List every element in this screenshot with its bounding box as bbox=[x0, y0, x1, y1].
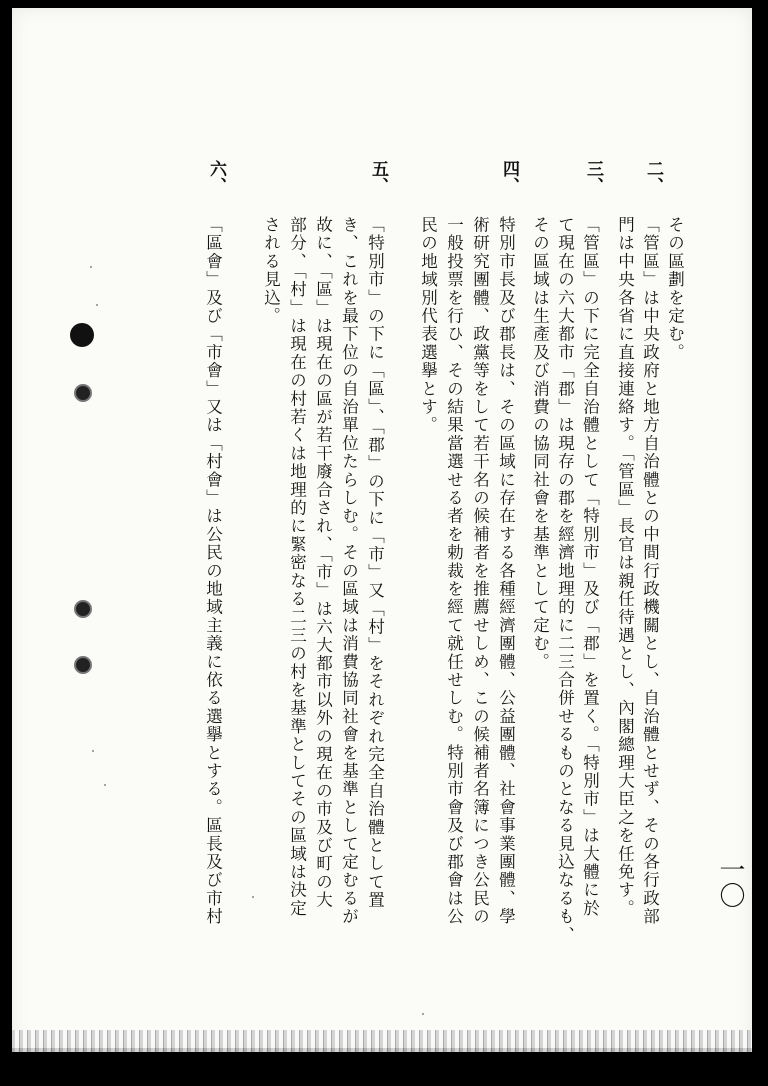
scan-speck bbox=[252, 896, 254, 898]
text-line: 「管區」の下に完全自治體として「特別市」及び「郡」を置く。「特別市」は大體に於 bbox=[580, 216, 600, 918]
text-line: 術研究團體、政黨等をして若干名の候補者を推薦せしめ、この候補者名簿につき公民の bbox=[470, 216, 490, 926]
section-marker-3: 三、 bbox=[583, 160, 603, 194]
scan-speck bbox=[92, 750, 94, 752]
text-line: き、これを最下位の自治單位たらしむ。その區域は消費協同社會を基準として定むるが bbox=[339, 216, 359, 926]
section-marker-4: 四、 bbox=[499, 160, 519, 194]
text-line: 部分、「村」は現在の村若くは地理的に緊密なる二三の村を基準としてその區域は決定 bbox=[287, 216, 307, 918]
text-line: 故に、「區」は現在の區が若干廢合され、「市」は六大都市以外の現在の市及び町の大 bbox=[313, 216, 333, 910]
section-marker-2: 二、 bbox=[643, 160, 663, 194]
binding-hole bbox=[74, 384, 92, 402]
section-marker-5: 五、 bbox=[368, 160, 388, 194]
text-line: その區劃を定む。 bbox=[665, 216, 685, 362]
scan-speck bbox=[90, 266, 92, 268]
text-line: 門は中央各省に直接連絡す。「管區」長官は親任待遇とし、內閣總理大臣之を任免す。 bbox=[615, 216, 635, 918]
page-edge bbox=[12, 1030, 752, 1052]
scan-speck bbox=[96, 304, 98, 306]
binding-hole bbox=[74, 656, 92, 674]
binding-hole bbox=[70, 323, 94, 347]
document-page bbox=[12, 8, 752, 1048]
text-line: 「特別市」の下に「區」、「郡」の下に「市」又「村」をそれぞれ完全自治體として置 bbox=[365, 216, 385, 910]
scan-speck bbox=[104, 784, 106, 786]
binding-hole bbox=[74, 600, 92, 618]
text-line: 民の地域別代表選擧とす。 bbox=[418, 216, 438, 435]
text-line: 一般投票を行ひ、その結果當選せる者を勅裁を經て就任せしむ。特別市會及び郡會は公 bbox=[444, 216, 464, 926]
scan-speck bbox=[422, 1013, 424, 1015]
text-line: される見込。 bbox=[261, 216, 281, 326]
text-line: 特別市長及び郡長は、その區域に存在する各種經濟團體、公益團體、社會事業團體、學 bbox=[496, 216, 516, 926]
text-line: その區域は生產及び消費の協同社會を基準として定む。 bbox=[530, 216, 550, 671]
text-line: て現在の六大都市「郡」は現存の郡を經濟地理的に二三合併せるものとなる見込なるも、 bbox=[555, 216, 575, 944]
page-number: 一〇 bbox=[715, 856, 745, 908]
text-line: 「管區」は中央政府と地方自治體との中間行政機關とし、自治體とせず、その各行政部 bbox=[640, 216, 660, 926]
section-marker-6: 六、 bbox=[206, 160, 226, 194]
text-line: 「區會」及び「市會」又は「村會」は公民の地域主義に依る選擧とする。區長及び市村 bbox=[203, 216, 223, 926]
